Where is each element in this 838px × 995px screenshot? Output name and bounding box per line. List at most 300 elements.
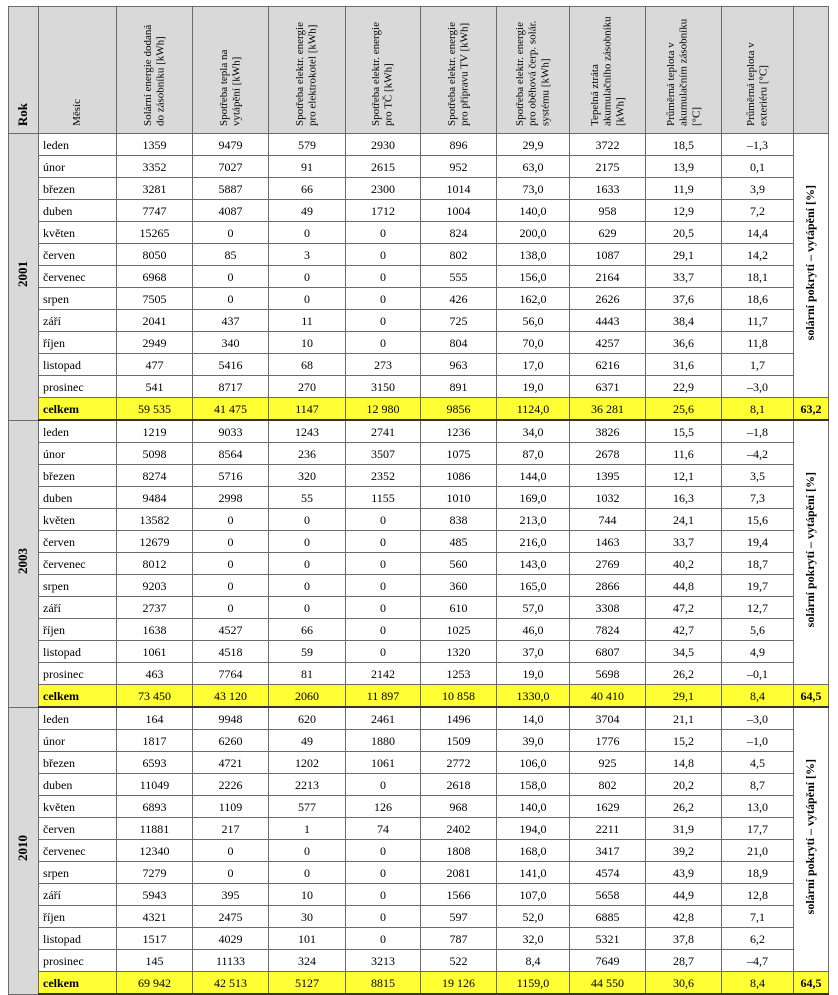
value-cell: 2866 [570, 575, 646, 597]
value-cell: 0 [346, 509, 421, 531]
table-row [9, 244, 829, 266]
total-label: celkem [39, 398, 117, 421]
value-cell: 2142 [346, 663, 421, 685]
value-cell: 2475 [193, 906, 269, 928]
value-cell: 0 [346, 641, 421, 663]
value-cell: 4029 [193, 928, 269, 950]
coverage-label-cell [794, 134, 829, 398]
value-cell: 6807 [570, 641, 646, 663]
value-cell: 1253 [421, 663, 497, 685]
value-cell: 6,2 [722, 928, 794, 950]
value-cell: 7824 [570, 619, 646, 641]
value-cell: 629 [570, 222, 646, 244]
value-cell: 91 [269, 156, 346, 178]
value-cell: 15265 [117, 222, 193, 244]
value-cell: 541 [117, 376, 193, 398]
value-cell: 12,1 [646, 465, 722, 487]
value-cell: 17,7 [722, 818, 794, 840]
table-row [9, 531, 829, 553]
total-label: celkem [39, 685, 117, 708]
value-cell: 42,8 [646, 906, 722, 928]
value-cell: 126 [346, 796, 421, 818]
value-cell: 11,6 [646, 443, 722, 465]
value-cell: 143,0 [497, 553, 570, 575]
total-value-cell: 8,1 [722, 398, 794, 421]
table-row [9, 928, 829, 950]
value-cell: 8012 [117, 553, 193, 575]
value-cell: 12,9 [646, 200, 722, 222]
value-cell: 7279 [117, 862, 193, 884]
value-cell: 70,0 [497, 332, 570, 354]
coverage-label: solární pokrytí – vytápění [%] [803, 184, 818, 341]
value-cell: 324 [269, 950, 346, 972]
value-cell: 802 [570, 774, 646, 796]
value-cell: 0 [346, 906, 421, 928]
header-solar-energy: Solární energie dodaná do zásobníku [kWh] [117, 7, 193, 134]
table-row [9, 774, 829, 796]
value-cell: 3150 [346, 376, 421, 398]
value-cell: 5098 [117, 443, 193, 465]
value-cell: 0 [346, 619, 421, 641]
coverage-label-cell [794, 420, 829, 685]
value-cell: 4574 [570, 862, 646, 884]
value-cell: 81 [269, 663, 346, 685]
value-cell: 963 [421, 354, 497, 376]
month-cell: prosinec [39, 376, 117, 398]
value-cell: 5321 [570, 928, 646, 950]
value-cell: 44,9 [646, 884, 722, 906]
value-cell: –1,3 [722, 134, 794, 156]
value-cell: 0 [269, 575, 346, 597]
value-cell: 33,7 [646, 266, 722, 288]
value-cell: 5416 [193, 354, 269, 376]
total-value-cell: 43 120 [193, 685, 269, 708]
value-cell: 144,0 [497, 465, 570, 487]
value-cell: 1638 [117, 619, 193, 641]
month-cell: květen [39, 796, 117, 818]
total-value-cell: 8,4 [722, 972, 794, 995]
header-year-label: Rok [15, 102, 31, 126]
value-cell: 0,1 [722, 156, 794, 178]
value-cell: 3704 [570, 707, 646, 730]
year-cell [9, 707, 39, 994]
value-cell: 5716 [193, 465, 269, 487]
value-cell: 0 [193, 288, 269, 310]
value-cell: 49 [269, 730, 346, 752]
value-cell: 7505 [117, 288, 193, 310]
value-cell: 11,8 [722, 332, 794, 354]
value-cell: 2300 [346, 178, 421, 200]
table-row [9, 310, 829, 332]
value-cell: 31,9 [646, 818, 722, 840]
value-cell: 744 [570, 509, 646, 531]
total-value-cell: 30,6 [646, 972, 722, 995]
value-cell: 2737 [117, 597, 193, 619]
table-row [9, 465, 829, 487]
value-cell: 9479 [193, 134, 269, 156]
value-cell: 395 [193, 884, 269, 906]
coverage-label: solární pokrytí – vytápění [%] [803, 758, 818, 915]
month-cell: únor [39, 443, 117, 465]
value-cell: 73,0 [497, 178, 570, 200]
value-cell: 1566 [421, 884, 497, 906]
value-cell: 2769 [570, 553, 646, 575]
value-cell: 66 [269, 178, 346, 200]
table-row [9, 200, 829, 222]
table-row [9, 266, 829, 288]
value-cell: 620 [269, 707, 346, 730]
value-cell: –3,0 [722, 376, 794, 398]
value-cell: 4518 [193, 641, 269, 663]
value-cell: 9948 [193, 707, 269, 730]
value-cell: 5698 [570, 663, 646, 685]
value-cell: 1109 [193, 796, 269, 818]
total-value-cell: 2060 [269, 685, 346, 708]
table-row [9, 619, 829, 641]
value-cell: 0 [346, 310, 421, 332]
value-cell: 3722 [570, 134, 646, 156]
year-label: 2010 [15, 834, 31, 861]
value-cell: 0 [269, 553, 346, 575]
value-cell: 1014 [421, 178, 497, 200]
value-cell: 0 [346, 531, 421, 553]
value-cell: 2618 [421, 774, 497, 796]
value-cell: 14,0 [497, 707, 570, 730]
value-cell: 8,4 [497, 950, 570, 972]
value-cell: 838 [421, 509, 497, 531]
value-cell: 1219 [117, 420, 193, 443]
value-cell: 162,0 [497, 288, 570, 310]
value-cell: 0 [269, 531, 346, 553]
value-cell: 2741 [346, 420, 421, 443]
year-cell [9, 420, 39, 707]
month-cell: září [39, 310, 117, 332]
coverage-value: 64,5 [794, 685, 829, 708]
month-cell: srpen [39, 575, 117, 597]
table-row [9, 950, 829, 972]
value-cell: 802 [421, 244, 497, 266]
value-cell: 6885 [570, 906, 646, 928]
total-value-cell: 8,4 [722, 685, 794, 708]
table-row [9, 376, 829, 398]
total-value-cell: 1159,0 [497, 972, 570, 995]
value-cell: 2164 [570, 266, 646, 288]
table-body [9, 134, 829, 995]
header-month [39, 7, 117, 134]
value-cell: 8717 [193, 376, 269, 398]
value-cell: 20,2 [646, 774, 722, 796]
table-row [9, 730, 829, 752]
value-cell: 340 [193, 332, 269, 354]
value-cell: 32,0 [497, 928, 570, 950]
value-cell: 3,5 [722, 465, 794, 487]
header-heating-consumption: Spotřeba tepla na vytápění [kWh] [193, 7, 269, 134]
month-cell: únor [39, 730, 117, 752]
value-cell: 20,5 [646, 222, 722, 244]
value-cell: 6216 [570, 354, 646, 376]
value-cell: 164 [117, 707, 193, 730]
value-cell: 52,0 [497, 906, 570, 928]
value-cell: 2081 [421, 862, 497, 884]
value-cell: 21,0 [722, 840, 794, 862]
header-tank-temperature: Průměrná teplota v akumulačním zásobníku [°C] [646, 7, 722, 134]
value-cell: 1004 [421, 200, 497, 222]
value-cell: 38,4 [646, 310, 722, 332]
value-cell: 55 [269, 487, 346, 509]
value-cell: 952 [421, 156, 497, 178]
value-cell: 217 [193, 818, 269, 840]
value-cell: 37,6 [646, 288, 722, 310]
value-cell: 2175 [570, 156, 646, 178]
value-cell: 168,0 [497, 840, 570, 862]
header-electric-boiler: Spotřeba elektr. energie pro elektrokotel [kWh] [269, 7, 346, 134]
value-cell: 463 [117, 663, 193, 685]
table-row [9, 884, 829, 906]
total-row [9, 972, 829, 995]
coverage-label-cell [794, 707, 829, 972]
value-cell: 1817 [117, 730, 193, 752]
value-cell: 0 [346, 774, 421, 796]
value-cell: 3507 [346, 443, 421, 465]
value-cell: 21,1 [646, 707, 722, 730]
table-row [9, 420, 829, 443]
month-cell: červen [39, 531, 117, 553]
value-cell: 49 [269, 200, 346, 222]
value-cell: 0 [346, 928, 421, 950]
total-value-cell: 19 126 [421, 972, 497, 995]
total-value-cell: 1147 [269, 398, 346, 421]
value-cell: 1463 [570, 531, 646, 553]
value-cell: 68 [269, 354, 346, 376]
value-cell: 4443 [570, 310, 646, 332]
month-cell: květen [39, 509, 117, 531]
value-cell: 3213 [346, 950, 421, 972]
value-cell: 360 [421, 575, 497, 597]
total-value-cell: 11 897 [346, 685, 421, 708]
month-cell: listopad [39, 641, 117, 663]
value-cell: 1776 [570, 730, 646, 752]
value-cell: 437 [193, 310, 269, 332]
value-cell: 36,6 [646, 332, 722, 354]
value-cell: 610 [421, 597, 497, 619]
value-cell: 18,6 [722, 288, 794, 310]
value-cell: 0 [346, 862, 421, 884]
table-row [9, 332, 829, 354]
value-cell: 194,0 [497, 818, 570, 840]
month-cell: únor [39, 156, 117, 178]
header-month-label: Měsíc [71, 99, 84, 126]
value-cell: 1633 [570, 178, 646, 200]
value-cell: 2949 [117, 332, 193, 354]
header-row [9, 7, 829, 134]
table-row [9, 354, 829, 376]
value-cell: 522 [421, 950, 497, 972]
value-cell: 2626 [570, 288, 646, 310]
value-cell: 11,9 [646, 178, 722, 200]
value-cell: 824 [421, 222, 497, 244]
value-cell: 2213 [269, 774, 346, 796]
month-cell: srpen [39, 862, 117, 884]
table-row [9, 134, 829, 156]
value-cell: 9033 [193, 420, 269, 443]
value-cell: 1 [269, 818, 346, 840]
value-cell: –1,8 [722, 420, 794, 443]
value-cell: 85 [193, 244, 269, 266]
value-cell: 18,7 [722, 553, 794, 575]
value-cell: 33,7 [646, 531, 722, 553]
value-cell: 0 [346, 222, 421, 244]
value-cell: 1236 [421, 420, 497, 443]
value-cell: 42,7 [646, 619, 722, 641]
value-cell: 2678 [570, 443, 646, 465]
value-cell: 11 [269, 310, 346, 332]
total-value-cell: 1330,0 [497, 685, 570, 708]
value-cell: 74 [346, 818, 421, 840]
value-cell: 29,1 [646, 244, 722, 266]
value-cell: 1075 [421, 443, 497, 465]
value-cell: 24,1 [646, 509, 722, 531]
value-cell: 2352 [346, 465, 421, 487]
value-cell: 18,1 [722, 266, 794, 288]
total-row [9, 398, 829, 421]
value-cell: 8274 [117, 465, 193, 487]
value-cell: 15,5 [646, 420, 722, 443]
table-row [9, 487, 829, 509]
value-cell: 0 [193, 531, 269, 553]
value-cell: 7,3 [722, 487, 794, 509]
value-cell: 10 [269, 884, 346, 906]
value-cell: 1629 [570, 796, 646, 818]
value-cell: 11,7 [722, 310, 794, 332]
total-value-cell: 42 513 [193, 972, 269, 995]
value-cell: 1087 [570, 244, 646, 266]
value-cell: 1395 [570, 465, 646, 487]
value-cell: 4321 [117, 906, 193, 928]
value-cell: 1712 [346, 200, 421, 222]
value-cell: 140,0 [497, 200, 570, 222]
month-cell: prosinec [39, 663, 117, 685]
value-cell: 4087 [193, 200, 269, 222]
value-cell: 12679 [117, 531, 193, 553]
coverage-value: 63,2 [794, 398, 829, 421]
value-cell: –4,2 [722, 443, 794, 465]
value-cell: 555 [421, 266, 497, 288]
value-cell: 426 [421, 288, 497, 310]
value-cell: 34,5 [646, 641, 722, 663]
table-row [9, 707, 829, 730]
value-cell: 0 [269, 266, 346, 288]
table-row [9, 222, 829, 244]
table-row [9, 663, 829, 685]
value-cell: 7,1 [722, 906, 794, 928]
value-cell: 14,8 [646, 752, 722, 774]
total-row [9, 685, 829, 708]
value-cell: 2226 [193, 774, 269, 796]
value-cell: 4257 [570, 332, 646, 354]
month-cell: červenec [39, 840, 117, 862]
table-row [9, 553, 829, 575]
value-cell: 1243 [269, 420, 346, 443]
month-cell: březen [39, 465, 117, 487]
table-row [9, 156, 829, 178]
year-label: 2003 [15, 547, 31, 574]
total-value-cell: 29,1 [646, 685, 722, 708]
value-cell: 2772 [421, 752, 497, 774]
value-cell: 0 [346, 597, 421, 619]
value-cell: 140,0 [497, 796, 570, 818]
value-cell: 7027 [193, 156, 269, 178]
table-row [9, 178, 829, 200]
month-cell: září [39, 597, 117, 619]
value-cell: 725 [421, 310, 497, 332]
table-row [9, 509, 829, 531]
value-cell: 30 [269, 906, 346, 928]
table-row [9, 752, 829, 774]
value-cell: 1010 [421, 487, 497, 509]
month-cell: červenec [39, 266, 117, 288]
value-cell: 804 [421, 332, 497, 354]
value-cell: 43,9 [646, 862, 722, 884]
value-cell: 6371 [570, 376, 646, 398]
value-cell: 19,4 [722, 531, 794, 553]
value-cell: 0 [269, 862, 346, 884]
value-cell: 22,9 [646, 376, 722, 398]
value-cell: 3826 [570, 420, 646, 443]
value-cell: 87,0 [497, 443, 570, 465]
value-cell: 0 [346, 332, 421, 354]
value-cell: 1061 [117, 641, 193, 663]
value-cell: 1032 [570, 487, 646, 509]
value-cell: 0 [193, 575, 269, 597]
value-cell: 1880 [346, 730, 421, 752]
value-cell: 0 [346, 266, 421, 288]
value-cell: 17,0 [497, 354, 570, 376]
value-cell: 7649 [570, 950, 646, 972]
header-hot-water: Spotřeba elektr. energie pro přípravu TV [kWh] [421, 7, 497, 134]
value-cell: 5887 [193, 178, 269, 200]
value-cell: 56,0 [497, 310, 570, 332]
value-cell: –0,1 [722, 663, 794, 685]
month-cell: listopad [39, 354, 117, 376]
month-cell: červenec [39, 553, 117, 575]
value-cell: 477 [117, 354, 193, 376]
value-cell: 39,0 [497, 730, 570, 752]
value-cell: 29,9 [497, 134, 570, 156]
value-cell: 3281 [117, 178, 193, 200]
value-cell: 8050 [117, 244, 193, 266]
value-cell: 3308 [570, 597, 646, 619]
value-cell: 896 [421, 134, 497, 156]
value-cell: 1,7 [722, 354, 794, 376]
value-cell: 273 [346, 354, 421, 376]
header-heat-pump: Spotřeba elektr. energie pro TČ [kWh] [346, 7, 421, 134]
value-cell: 0 [269, 597, 346, 619]
value-cell: 12,7 [722, 597, 794, 619]
value-cell: 1155 [346, 487, 421, 509]
header-exterior-temperature: Průměrná teplota v exteriéru [°C] [722, 7, 794, 134]
table-row [9, 862, 829, 884]
value-cell: 47,2 [646, 597, 722, 619]
total-value-cell: 1124,0 [497, 398, 570, 421]
value-cell: 11881 [117, 818, 193, 840]
table-row [9, 597, 829, 619]
total-value-cell: 69 942 [117, 972, 193, 995]
table-row [9, 443, 829, 465]
month-cell: březen [39, 752, 117, 774]
value-cell: 925 [570, 752, 646, 774]
value-cell: 5943 [117, 884, 193, 906]
value-cell: 156,0 [497, 266, 570, 288]
